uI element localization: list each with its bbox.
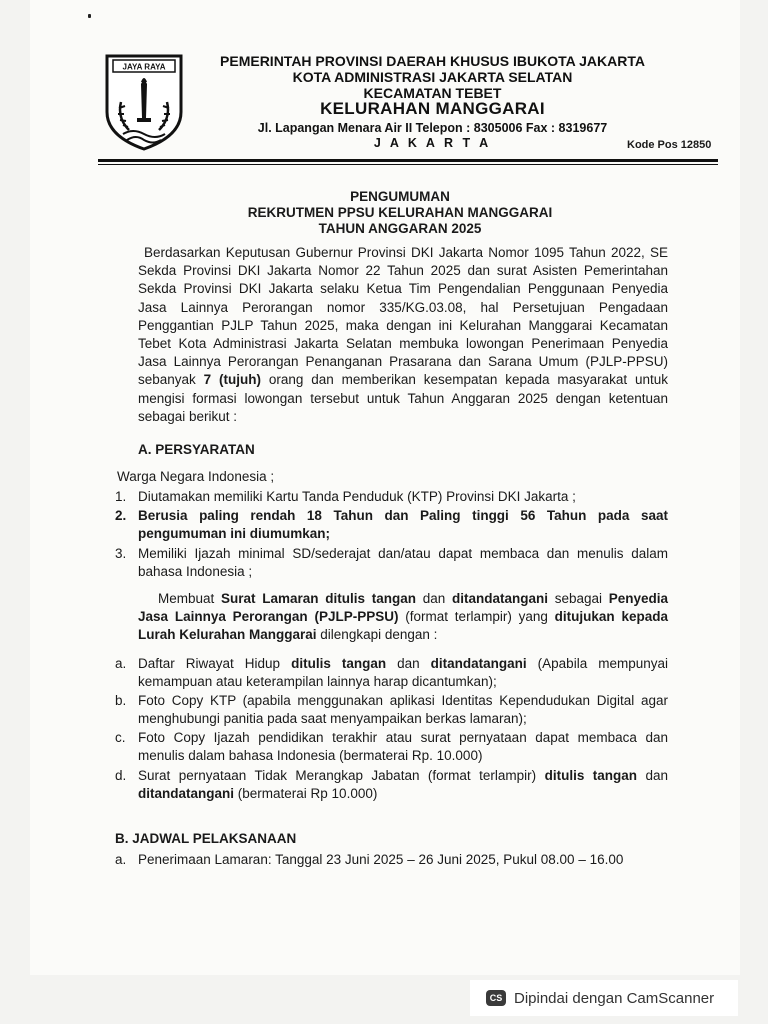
citizenship-requirement: Warga Negara Indonesia ;	[117, 469, 275, 484]
section-b-heading: B. JADWAL PELAKSANAAN	[115, 831, 297, 846]
announcement-subtitle: REKRUTMEN PPSU KELURAHAN MANGGARAI	[247, 205, 553, 220]
letterhead-rule-thin	[98, 164, 718, 165]
jaya-raya-emblem-icon	[103, 52, 185, 152]
announcement-title: PENGUMUMAN	[350, 189, 450, 204]
camscanner-icon: CS	[486, 990, 506, 1006]
section-a-heading: A. PERSYARATAN	[138, 442, 255, 457]
application-letter-paragraph: Membuat Surat Lamaran ditulis tangan dan ditandatangani sebagai Penyedia Jasa Lainnya Perorangan (PJLP-PPSU) (format terlampir) yang ditujukan kepada Lurah Kelurahan Manggarai dilengkapi dengan :	[138, 591, 668, 643]
letterhead-rule-thick	[98, 159, 718, 162]
logo-motto: JAYA RAYA	[122, 62, 166, 72]
intro-paragraph: Berdasarkan Keputusan Gubernur Provinsi DKI Jakarta Nomor 1095 Tahun 2022, SE Sekda Provinsi DKI Jakarta Nomor 22 Tahun 2025 dan surat Asisten Pemerintahan Sekda Provinsi DKI Jakarta selaku Ketua Tim Pengendalian Penggunaan Penyedia Jasa Lainnya Perorangan nomor 335/KG.03.08, hal Persetujuan Pengadaan Penggantian PJLP Tahun 2025, maka dengan ini Kelurahan Manggarai Kecamatan Tebet Kota Administrasi Jakarta Selatan membuka lowongan Penerimaan Penyedia Jasa Lainnya Perorangan Penanganan Prasarana dan Sarana Umum (PJLP-PPSU) sebanyak 7 (tujuh) orang dan memberikan kesempatan kepada masyarakat untuk mengisi formasi lowongan tersebut untuk Tahun Anggaran 2025 dengan ketentuan sebagai berikut :	[138, 245, 668, 424]
camscanner-text: Dipindai dengan CamScanner	[514, 989, 715, 1007]
announcement-year: TAHUN ANGGARAN 2025	[318, 221, 482, 236]
vacancy-count: 7 (tujuh)	[203, 372, 262, 388]
letterhead-jakarta: J A K A R T A	[373, 136, 492, 150]
postal-code: Kode Pos 12850	[627, 139, 712, 151]
letterhead-province: PEMERINTAH PROVINSI DAERAH KHUSUS IBUKOTA JAKARTA	[220, 53, 645, 69]
letterhead-village: KELURAHAN MANGGARAI	[320, 99, 545, 118]
letterhead-address: Jl. Lapangan Menara Air II Telepon : 8305006 Fax : 8319677	[257, 121, 608, 135]
letterhead-city: KOTA ADMINISTRASI JAKARTA SELATAN	[292, 69, 573, 85]
letterhead-district: KECAMATAN TEBET	[363, 85, 502, 101]
camscanner-badge	[470, 980, 738, 1016]
scan-speck	[88, 14, 91, 18]
